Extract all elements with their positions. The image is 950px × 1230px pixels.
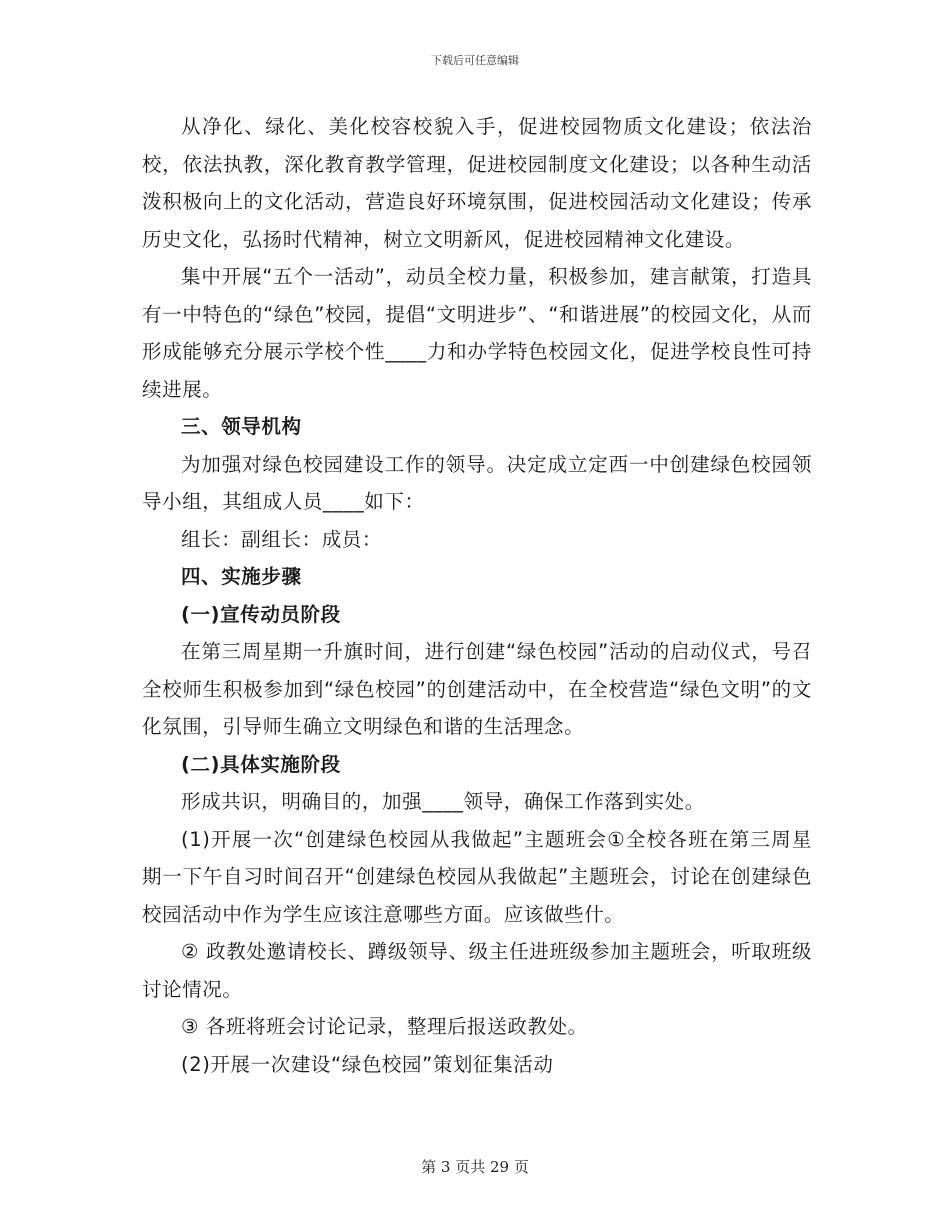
paragraph-campus-culture: 从净化、绿化、美化校容校貌入手，促进校园物质文化建设；依法治校，依法执教，深化教育教学管理，促进校园制度文化建设；以各种生动活泼积极向上的文化活动，营造良好环境氛围，促进校园活动文化建设；传承历史文化，弘扬时代精神，树立文明新风，促进校园精神文化建设。 (142, 115, 812, 251)
paragraph-invite-leaders: ② 政教处邀请校长、蹲级领导、级主任进班级参加主题班会，听取班级讨论情况。 (142, 940, 812, 1001)
page-number: 第 3 页共 29 页 (421, 1158, 529, 1176)
section-heading-steps: 四、实施步骤 (181, 565, 302, 588)
subheading-mobilization: (一)宣传动员阶段 (181, 602, 341, 626)
page-footer (0, 1156, 950, 1177)
header-text: 下载后可任意编辑 (431, 54, 519, 67)
section-heading-leadership: 三、领导机构 (181, 415, 302, 438)
paragraph-consensus: 形成共识，明确目的，加强____领导，确保工作落到实处。 (181, 790, 705, 813)
paragraph-launch-ceremony: 在第三周星期一升旗时间，进行创建“绿色校园”活动的启动仪式，号召全校师生积极参加到“绿色校园”的创建活动中，在全校营造“绿色文明”的文化氛围，引导师生确立文明绿色和谐的生活理念。 (142, 640, 812, 738)
page-header (0, 52, 950, 68)
paragraph-group-members: 组长：副组长：成员： (181, 527, 383, 551)
paragraph-theme-meeting: (1)开展一次“创建绿色校园从我做起”主题班会①全校各班在第三周星期一下午自习时间召开“创建绿色校园从我做起”主题班会，讨论在创建绿色校园活动中作为学生应该注意哪些方面。应该做些什。 (142, 827, 812, 926)
paragraph-submit-records: ③ 各班将班会讨论记录，整理后报送政教处。 (181, 1015, 588, 1038)
paragraph-planning-collection: (2)开展一次建设“绿色校园”策划征集活动 (181, 1052, 554, 1076)
paragraph-five-activities: 集中开展“五个一活动”，动员全校力量，积极参加，建言献策，打造具有一中特色的“绿色”校园，提倡“文明进步”、“和谐进展”的校园文化，从而形成能够充分展示学校个性____力和办学特色校园文化，促进学校良性可持续进展。 (142, 265, 812, 401)
document-body (142, 108, 812, 1083)
paragraph-leadership-group: 为加强对绿色校园建设工作的领导。决定成立定西一中创建绿色校园领导小组，其组成人员____如下： (142, 452, 812, 513)
subheading-implementation: (二)具体实施阶段 (181, 752, 341, 776)
